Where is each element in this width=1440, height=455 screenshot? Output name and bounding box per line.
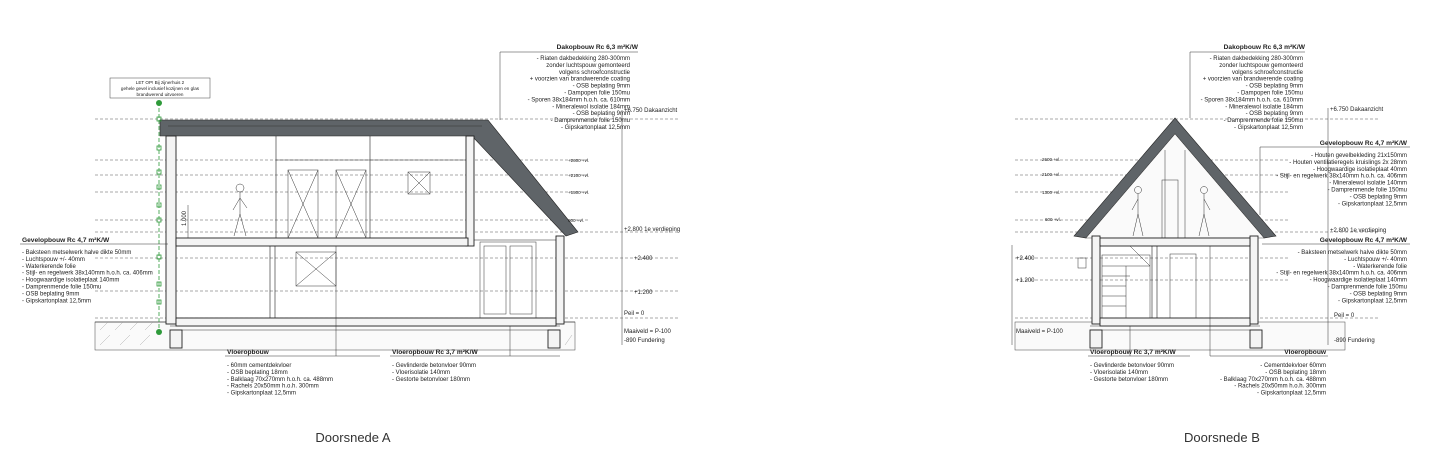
build-up-item: - Rachels 20x50mm h.o.h. 300mm [227, 383, 319, 390]
level-dakaanzicht: +6.750 Dakaanzicht [624, 108, 678, 114]
level-peil: Peil = 0 [1334, 313, 1355, 319]
build-up-item: - 60mm cementdekvloer [227, 363, 292, 369]
right-wall [556, 236, 564, 324]
level-mark: +2600 +vl. [568, 158, 590, 163]
level-2400: +2.400 [634, 256, 653, 262]
build-up-item: - Mineralewol isolatie 184mm [552, 104, 630, 111]
section-b-caption: Doorsnede B [1184, 430, 1260, 445]
build-up-item: - OSB beplating 9mm [22, 291, 80, 298]
level-mark: 2600 +vl. [1042, 157, 1061, 162]
build-up-item: - Hoogwaardige isolatieplaat 140mm [22, 277, 120, 284]
build-up-item: - Mineralewol isolatie 140mm [1329, 180, 1407, 187]
build-up-item: - Hoogwaardige isolatieplaat 140mm [1309, 277, 1407, 284]
build-up-item: + voorzien van brandwerende coating [1202, 76, 1303, 83]
build-up-item: - OSB beplating 9mm [1349, 291, 1407, 298]
build-up-item: - Gestorte betonvloer 180mm [1090, 376, 1169, 383]
build-up-item: - Damprenmende folie 150mu [1223, 118, 1303, 125]
build-up-item: - Rachels 20x50mm h.o.h. 300mm [1234, 383, 1326, 390]
dim-1000: 1.000 [182, 210, 188, 226]
level-mark: +2100 +vl. [568, 173, 590, 178]
floor-build-up-heading: Vloeropbouw [227, 349, 269, 356]
build-up-item: - Stijl- en regelwerk 38x140mm h.o.h. ca. 406mm [1276, 270, 1407, 277]
roof-build-up-heading: Dakopbouw Rc 6,3 m²K/W [1223, 44, 1305, 51]
level-maaiveld: Maaiveld = P-100 [624, 329, 671, 335]
level-verdieping: +2.800 1e verdieping [624, 227, 681, 233]
floor-build-up-heading: Vloeropbouw [1284, 349, 1326, 356]
ground-floor-build-up-heading: Vloeropbouw Rc 3,7 m²K/W [1090, 349, 1176, 356]
build-up-item: - Gipskartonplaat 12,5mm [1256, 390, 1326, 397]
build-up-item: - Baksteen metselwerk halve dikte 50mm [1297, 250, 1407, 256]
roof [160, 120, 578, 236]
level-mark: 600 +vl. [568, 218, 584, 223]
level-fundering: -890 Fundering [1334, 338, 1375, 344]
staircase [1102, 246, 1150, 318]
fire-note-line: gehele gevel inclusief kozijnen en glas [120, 86, 200, 91]
build-up-item: - OSB beplating 18mm [1265, 369, 1326, 376]
build-up-item: - Riaten dakbedekking 280-300mm [1209, 56, 1303, 62]
build-up-item: - Mineralewol isolatie 184mm [1225, 104, 1303, 111]
ground-floor-build-up-list [1090, 363, 1174, 383]
build-up-item: - OSB beplating 9mm [1245, 83, 1303, 90]
build-up-item: - Dampopen folie 150mu [1237, 90, 1303, 97]
build-up-item: - Gipskartonplaat 12,5mm [22, 298, 92, 305]
build-up-item: - Balklaag 70x270mm h.o.h. ca. 488mm [227, 376, 334, 383]
build-up-item: - Houten ventilatieregels kruislings 2x 28mm [1289, 159, 1407, 166]
build-up-item: - Luchtspouw +/- 40mm [1344, 256, 1407, 263]
section-a [20, 44, 680, 445]
level-fundering: -890 Fundering [624, 338, 665, 344]
fire-note-line: LET OP! Bij zijnerhuis 2 [135, 80, 185, 85]
level-verdieping: +2.800 1e verdieping [1330, 228, 1387, 234]
roof-build-up-heading: Dakopbouw Rc 6,3 m²K/W [556, 44, 638, 51]
section-a-caption: Doorsnede A [315, 430, 391, 445]
fire-note-line: brandwerend uitvoeren [136, 92, 184, 97]
build-up-item: - Cementdekvloer 60mm [1260, 363, 1326, 369]
ground-floor-build-up-list [392, 363, 476, 383]
level-1200: +1.200 [634, 290, 653, 296]
roof-build-up-list [528, 56, 631, 131]
build-up-item: - Riaten dakbedekking 280-300mm [536, 56, 630, 62]
build-up-item: - OSB beplating 9mm [1349, 194, 1407, 201]
left-wall [1092, 236, 1100, 324]
upper-wall-build-up-list [1276, 153, 1407, 207]
level-dakaanzicht: +6.750 Dakaanzicht [1330, 107, 1384, 113]
build-up-item: - Gipskartonplaat 12,5mm [1337, 298, 1407, 305]
floor-build-up-list [227, 363, 333, 397]
level-maaiveld: Maaiveld = P-100 [1016, 329, 1063, 335]
build-up-item: - Baksteen metselwerk halve dikte 50mm [22, 250, 132, 256]
ground-floor-build-up-heading: Vloeropbouw Rc 3,7 m²K/W [392, 349, 478, 356]
build-up-item: + voorzien van brandwerende coating [529, 76, 630, 83]
build-up-item: - Waterkerende folie [1353, 263, 1407, 270]
build-up-item: - Gipskartonplaat 12,5mm [560, 125, 630, 131]
build-up-item: - Gevlinderde betonvloer 90mm [392, 363, 477, 369]
right-wall [1250, 236, 1258, 324]
upper-floor [176, 238, 468, 246]
wall-build-up-heading: Gevelopbouw Rc 4,7 m²K/W [22, 237, 110, 244]
section-b [1012, 44, 1410, 445]
build-up-item: - Luchtspouw +/- 40mm [22, 256, 85, 263]
build-up-item: - Houten gevelbekleding 21x150mm [1310, 153, 1407, 159]
level-2400: +2.400 [1016, 256, 1035, 262]
build-up-item: volgens schroefconstructie [558, 69, 630, 76]
build-up-item: zonder luchtspouw gemonteerd [1219, 62, 1303, 69]
lower-wall-build-up-list [1276, 250, 1407, 304]
level-mark: +1500 +vl. [568, 190, 590, 195]
build-up-item: - Gevlinderde betonvloer 90mm [1090, 363, 1175, 369]
build-up-item: - Gipskartonplaat 12,5mm [227, 390, 297, 397]
build-up-item: - Sporen 38x184mm h.o.h. ca. 610mm [527, 97, 630, 104]
build-up-item: - Gipskartonplaat 12,5mm [1233, 125, 1303, 131]
door [1170, 254, 1196, 318]
level-mark: 600 +vl. [1045, 217, 1061, 222]
build-up-item: - Damprenmende folie 150mu [1327, 187, 1407, 194]
left-wall [166, 136, 176, 324]
build-up-item: - OSB beplating 9mm [572, 83, 630, 90]
build-up-item: zonder luchtspouw gemonteerd [546, 62, 630, 69]
build-up-item: - Vloerisolatie 140mm [392, 369, 451, 376]
upper-wall-build-up-heading: Gevelopbouw Rc 4,7 m²K/W [1319, 140, 1407, 147]
build-up-item: - Damprenmende folie 150mu [1327, 284, 1407, 291]
build-up-item: volgens schroefconstructie [1231, 69, 1303, 76]
build-up-item: - OSB beplating 18mm [227, 369, 288, 376]
build-up-item: - Stijl- en regelwerk 38x140mm h.o.h. ca. 406mm [22, 270, 153, 277]
level-1200: +1.200 [1016, 278, 1035, 284]
build-up-item: - Waterkerende folie [22, 263, 76, 270]
level-mark: 2100 +vl. [1042, 172, 1061, 177]
build-up-item: - OSB beplating 9mm [1245, 111, 1303, 118]
build-up-item: - Damprenmende folie 150mu [550, 118, 630, 125]
build-up-item: - Gestorte betonvloer 180mm [392, 376, 471, 383]
build-up-item: - OSB beplating 9mm [572, 111, 630, 118]
build-up-item: - Hoogwaardige isolatieplaat 40mm [1312, 166, 1407, 173]
upper-floor [1100, 238, 1250, 246]
ground-floor [1100, 318, 1250, 326]
build-up-item: - Vloerisolatie 140mm [1090, 369, 1149, 376]
roof-build-up-list [1201, 56, 1304, 131]
build-up-item: - Gipskartonplaat 12,5mm [1337, 201, 1407, 208]
build-up-item: - Sporen 38x184mm h.o.h. ca. 610mm [1200, 97, 1303, 104]
build-up-item: - Stijl- en regelwerk 38x140mm h.o.h. ca. 406mm [1276, 173, 1407, 180]
wall-build-up-list [22, 250, 153, 304]
build-up-item: - Damprenmende folie 150mu [22, 284, 102, 291]
build-up-item: - Balklaag 70x270mm h.o.h. ca. 488mm [1219, 376, 1326, 383]
lower-wall-build-up-heading: Gevelopbouw Rc 4,7 m²K/W [1319, 237, 1407, 244]
ground-floor [176, 318, 556, 326]
level-peil: Peil = 0 [624, 311, 645, 317]
build-up-item: - Dampopen folie 150mu [564, 90, 630, 97]
level-mark: 1300 +vl. [1042, 190, 1061, 195]
floor-build-up-list [1220, 363, 1326, 397]
